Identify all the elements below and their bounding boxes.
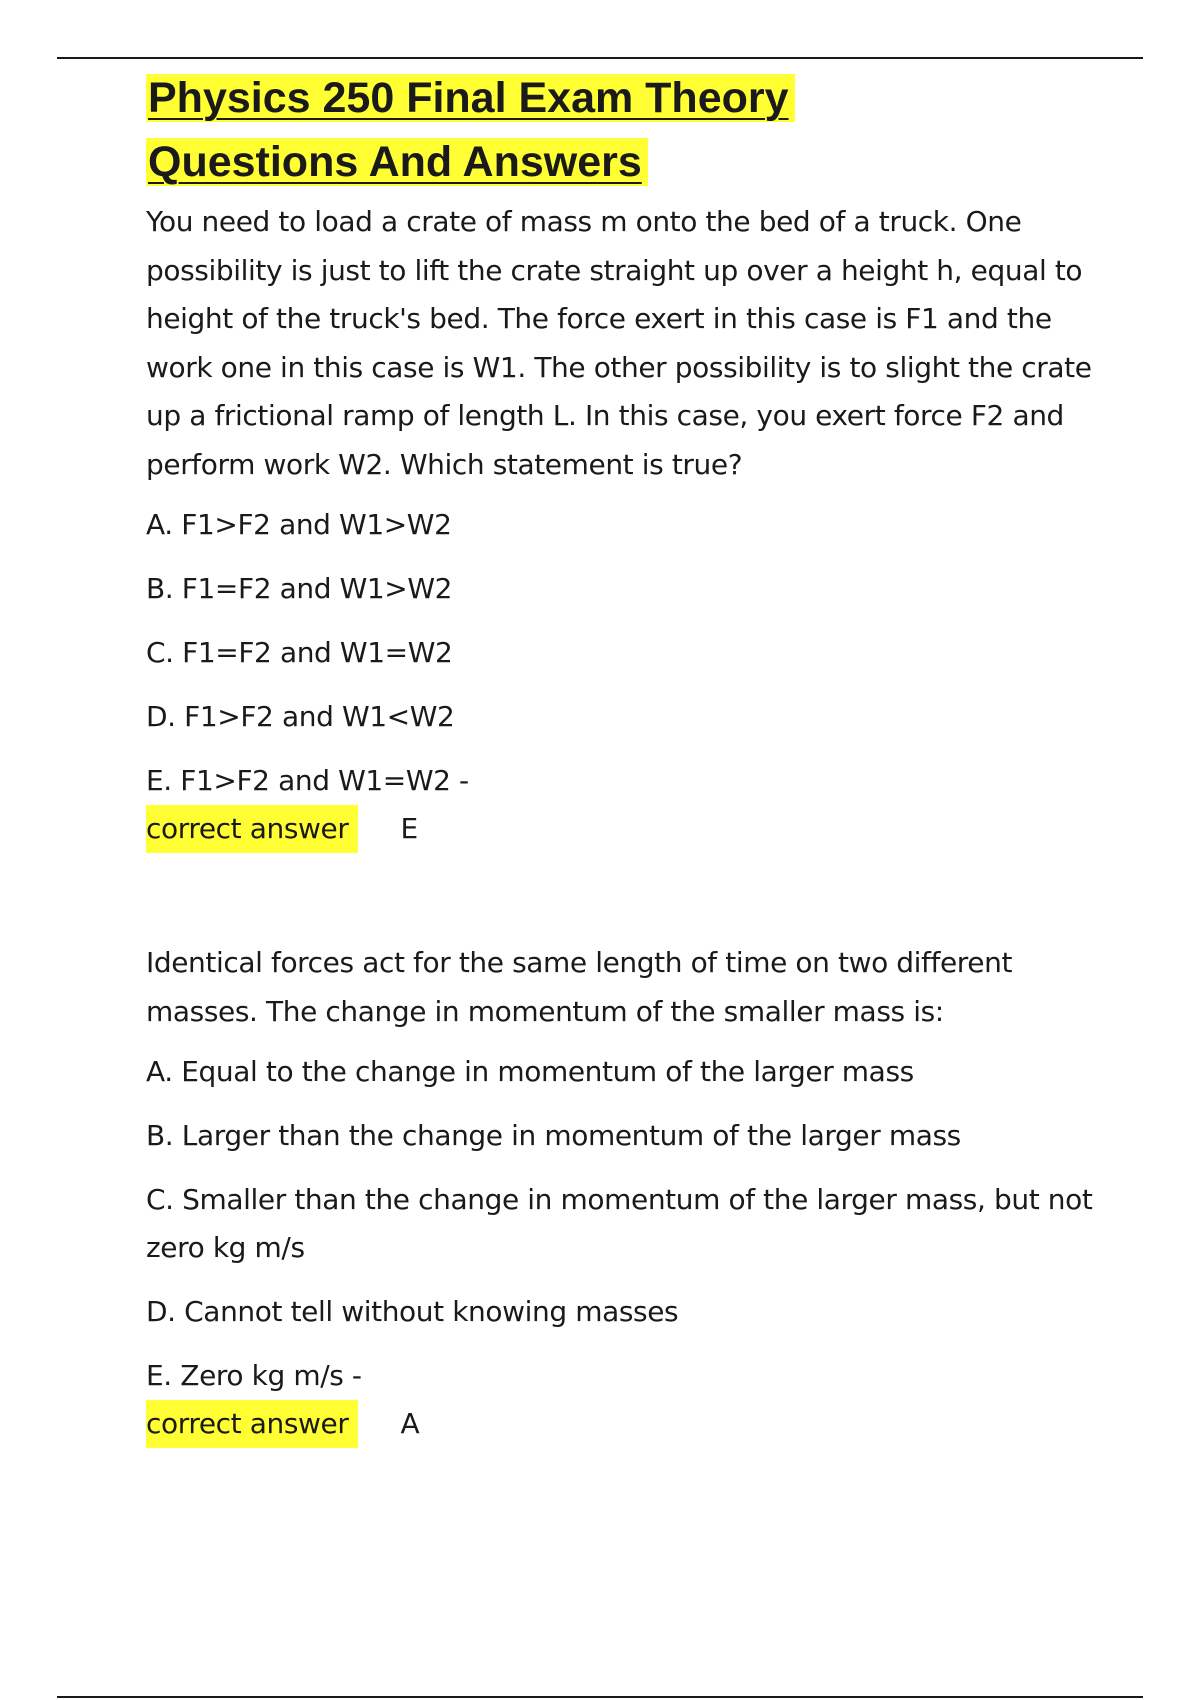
title-line-2: Questions And Answers	[146, 138, 648, 186]
document-title	[146, 66, 1106, 194]
title-line-1: Physics 250 Final Exam Theory	[146, 74, 795, 122]
option-d: D. F1>F2 and W1<W2	[146, 700, 455, 733]
option-e: E. Zero kg m/s -	[146, 1359, 362, 1392]
option-list	[146, 1048, 1106, 1400]
option-c: C. Smaller than the change in momentum of the larger mass, but not zero kg m/s	[146, 1183, 1093, 1264]
answer-row	[146, 805, 1106, 853]
answer-label: correct answer	[146, 805, 358, 853]
option-b: B. F1=F2 and W1>W2	[146, 572, 453, 605]
option-a: A. Equal to the change in momentum of the larger mass	[146, 1055, 914, 1088]
question-spacer	[146, 853, 1106, 935]
option-list	[146, 501, 1106, 805]
question-text: You need to load a crate of mass m onto the bed of a truck. One possibility is just to lift the crate straight up over a height h, equal to height of the truck's bed. The force exert in this case is F1 and the work one in this case is W1. The other possibility is to slight the crate up a frictional ramp of length L. In this case, you exert force F2 and perform work W2. Which statement is true?	[146, 205, 1092, 481]
answer-row	[146, 1400, 1106, 1448]
option-a: A. F1>F2 and W1>W2	[146, 508, 452, 541]
question-block-2	[146, 939, 1106, 1448]
answer-value: E	[400, 812, 418, 845]
option-b: B. Larger than the change in momentum of the larger mass	[146, 1119, 961, 1152]
option-d: D. Cannot tell without knowing masses	[146, 1295, 679, 1328]
answer-label: correct answer	[146, 1400, 358, 1448]
document-body	[146, 66, 1106, 1448]
question-block-1	[146, 198, 1106, 853]
answer-value: A	[400, 1407, 420, 1440]
option-c: C. F1=F2 and W1=W2	[146, 636, 453, 669]
top-rule	[57, 57, 1143, 59]
option-e: E. F1>F2 and W1=W2 -	[146, 764, 469, 797]
bottom-rule	[57, 1696, 1143, 1698]
question-text: Identical forces act for the same length of time on two different masses. The change in momentum of the smaller mass is:	[146, 946, 1013, 1028]
